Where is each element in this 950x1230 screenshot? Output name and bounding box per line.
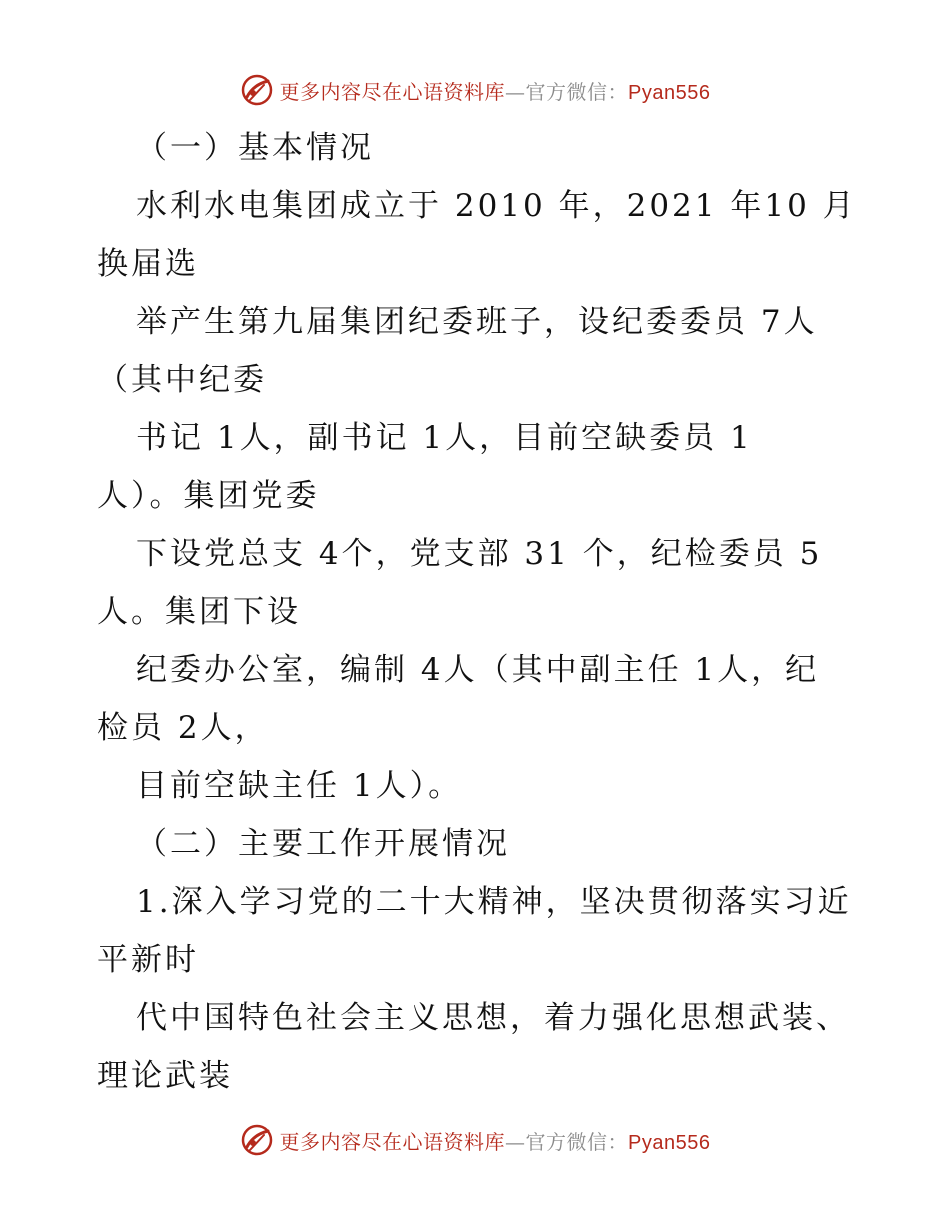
body-line: 平新时 [97,942,199,978]
body-line: 人）。集团党委 [97,478,320,514]
footer-watermark-banner [0,1120,950,1160]
header-banner-handle: Pyan556 [628,81,711,104]
body-line: （其中纪委 [97,362,267,398]
body-line: 人。集团下设 [97,594,301,630]
footer-banner-text [280,1126,711,1155]
brand-logo-icon [240,1123,274,1157]
body-line: 代中国特色社会主义思想，着力强化思想武装、 [136,1000,850,1036]
footer-banner-wechat-label: 官方微信： [525,1129,629,1154]
body-line: 水利水电集团成立于 2010 年，2021 年10 月 [136,188,857,224]
header-banner-wechat-label: 官方微信： [525,79,629,104]
body-line: 理论武装 [97,1058,233,1094]
body-line: 检员 2人， [97,710,269,746]
footer-banner-dash: — [505,1129,526,1154]
header-watermark-banner [0,70,950,110]
body-line: 举产生第九届集团纪委班子，设纪委委员 7人 [136,304,818,340]
body-line: 1.深入学习党的二十大精神，坚决贯彻落实习近 [136,884,852,920]
body-line: 换届选 [97,246,199,282]
body-line: 纪委办公室，编制 4人（其中副主任 1人，纪 [136,652,820,688]
header-banner-main: 更多内容尽在心语资料库 [279,79,506,104]
body-line: 书记 1人，副书记 1人，目前空缺委员 1 [136,420,753,456]
brand-logo-icon [240,73,274,107]
footer-banner-handle: Pyan556 [628,1131,711,1154]
header-banner-text [280,76,711,105]
section-heading-work: （二）主要工作开展情况 [136,826,510,862]
section-heading-basic: （一）基本情况 [136,130,374,166]
body-line: 下设党总支 4个，党支部 31 个，纪检委员 5 [136,536,823,572]
header-banner-dash: — [505,79,526,104]
body-line: 目前空缺主任 1人）。 [136,768,463,804]
footer-banner-main: 更多内容尽在心语资料库 [279,1129,506,1154]
